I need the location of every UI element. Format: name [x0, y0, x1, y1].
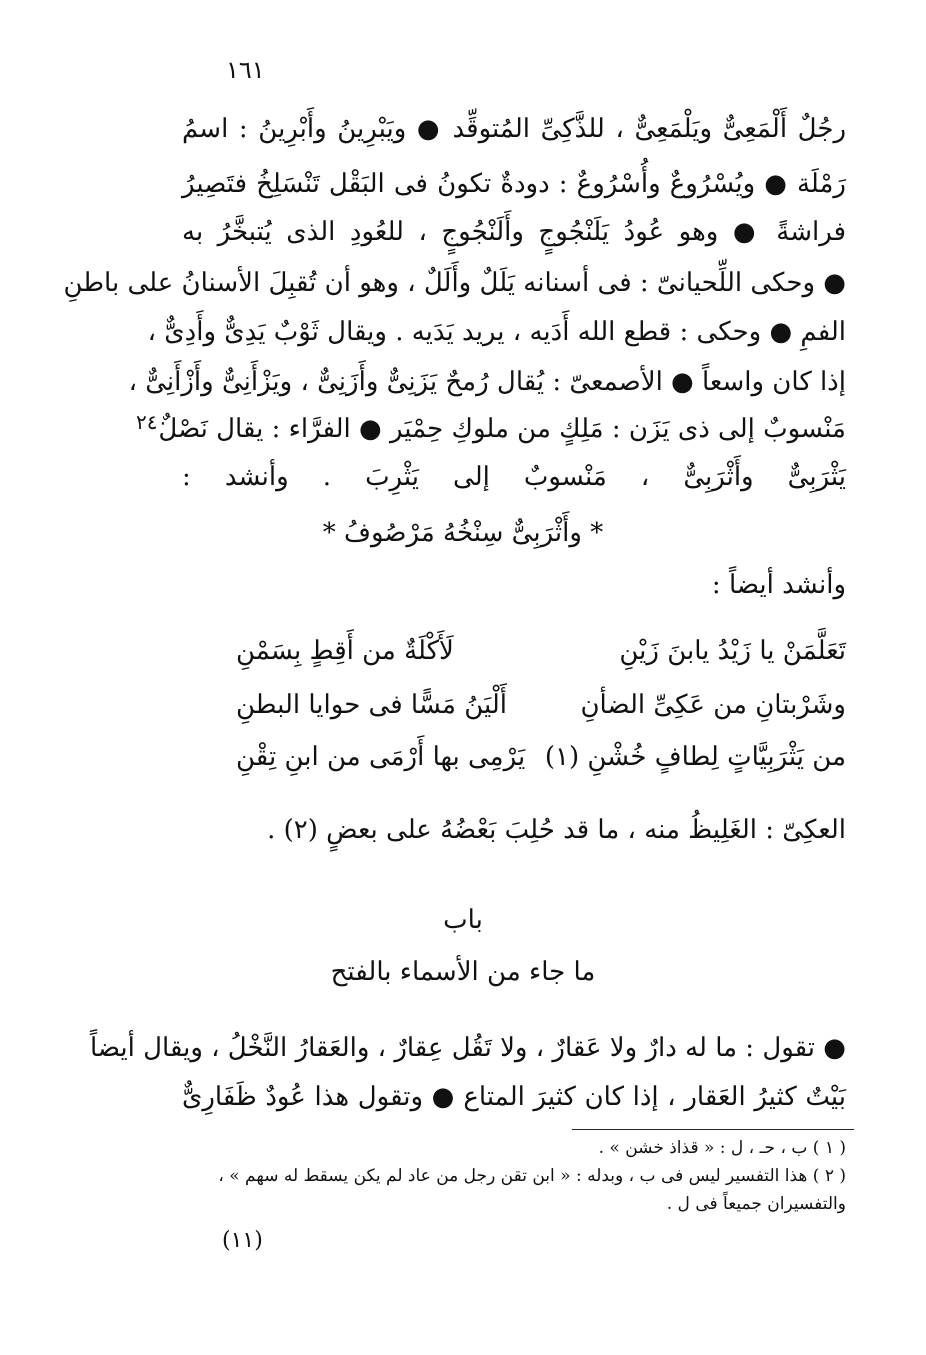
- text-line-4: ● وحكى اللِّحيانىّ : فى أسنانه يَلَلٌ وأَلَلٌ ، وهو أن تُقبِلَ الأسنانُ على باطنِ: [63, 268, 846, 298]
- quoted-hemistich: * وأَثْرَبِىٌّ سِنْخُهُ مَرْصُوفُ *: [322, 518, 604, 548]
- verse-1-left: لَأَكْلَةٌ من أَقِطٍ بِسَمْنِ: [236, 636, 454, 666]
- verse-2-right: وشَرْبتانِ من عَكِىِّ الضأنِ: [580, 690, 846, 720]
- text-line-1: رجُلٌ أَلْمَعِىٌّ ويَلْمَعِىٌّ ، للذَّكِىِّ المُتوقِّد ● ويَبْرِينُ وأَبْرِينُ : اسمُ: [182, 114, 846, 144]
- verse-1: [236, 636, 846, 666]
- verse-2: [236, 690, 846, 720]
- page-number: ١٦١: [226, 56, 265, 84]
- footnote-1: ( ١ ) ب ، حـ ، ل : « قذاذ خشن » .: [598, 1138, 846, 1158]
- akiyy-explanation: العكِىّ : الغَلِيظُ منه ، ما قد حُلِبَ بَعْضُهُ على بعضٍ (٢) .: [267, 815, 846, 845]
- section-line-1: ● تقول : ما له دارٌ ولا عَقارٌ ، ولا تَقُل عِقارٌ ، والعَقارُ النَّخْلُ ، ويقال أيضاً: [89, 1033, 846, 1063]
- chapter-title: ما جاء من الأسماء بالفتح: [330, 957, 596, 987]
- footnote-2: ( ٢ ) هذا التفسير ليس فى ب ، وبدله : « ابن تقن رجل من عاد لم يكن يسقط له سهم » ،: [218, 1166, 846, 1186]
- chapter-heading: باب: [443, 905, 483, 935]
- footnote-rule: [572, 1129, 854, 1130]
- text-line-5: الفمِ ● وحكى : قطع الله أَدَيه ، يريد يَدَيه . ويقال ثَوْبٌ يَدِىٌّ وأَدِىٌّ ،: [147, 317, 846, 347]
- signature-mark: (١١): [222, 1228, 263, 1253]
- footnote-2-continued: والتفسيران جميعاً فى ل .: [666, 1194, 846, 1214]
- text-line-7: مَنْسوبٌ إلى ذى يَزَن : مَلِكٍ من ملوكِ حِمْيَر ● الفرَّاء : يقال نَصْلٌ: [158, 414, 846, 444]
- verse-1-right: تَعَلَّمَنْ يا زَيْدُ يابنَ زَيْنِ: [619, 636, 846, 666]
- verse-2-left: أَلْيَنُ مَسًّا فى حوايا البطنِ: [236, 690, 507, 720]
- text-line-6: إذا كان واسعاً ● الأصمعىّ : يُقال رُمحٌ يَزَنِىٌّ وأَزَنِىٌّ ، ويَزْأَنِىٌّ وأَزْأَنِىٌّ ،: [128, 367, 846, 397]
- text-line-3: فراشةً ● وهو عُودُ يَلَنْجُوجٍ وأَلَنْجُوجٍ ، للعُودِ الذى يُتبخَّرُ به: [182, 217, 846, 247]
- margin-number: ٢٤٠: [136, 410, 169, 434]
- text-line-2: رَمْلَة ● ويُسْرُوعٌ وأُسْرُوعٌ : دودةٌ تكونُ فى البَقْل تَنْسَلِخُ فتَصِيرُ: [182, 169, 846, 199]
- verse-3-left: يَرْمِى بها أَرْمَى من ابنِ تِقْنِ: [236, 742, 526, 772]
- verse-3-right: من يَثْرَبِيَّاتٍ لِطافٍ خُشْنِ (١): [544, 742, 846, 772]
- section-line-2: بَيْتٌ كثيرُ العَقار ، إذا كان كثيرَ المتاع ● وتقول هذا عُودٌ ظَفَارِىٌّ: [182, 1082, 846, 1112]
- ansha-ayda-line: وأنشد أيضاً :: [711, 570, 846, 600]
- verse-3: [236, 742, 846, 772]
- text-line-8: يَثْرَبِىٌّ وأَثْرَبِىٌّ ، مَنْسوبٌ إلى يَثْرِبَ . وأنشد :: [182, 462, 846, 492]
